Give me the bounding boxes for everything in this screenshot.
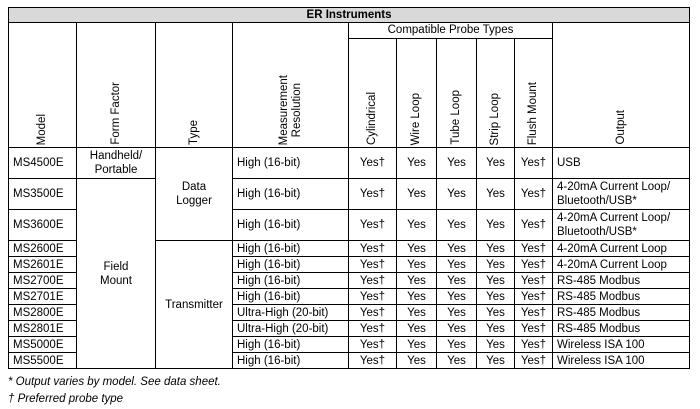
- cell-tube-loop: Yes: [437, 353, 477, 369]
- cell-output: 4-20mA Current Loop/ Bluetooth/USB*: [553, 179, 690, 210]
- cell-form-factor-field: Field Mount: [77, 179, 156, 369]
- cell-flush-mount: Yes†: [515, 337, 553, 353]
- cell-tube-loop: Yes: [437, 179, 477, 210]
- header-cylindrical: Cylindrical: [349, 39, 397, 148]
- cell-cylindrical: Yes†: [349, 148, 397, 179]
- cell-wire-loop: Yes: [397, 257, 437, 273]
- cell-flush-mount: Yes†: [515, 241, 553, 257]
- cell-cylindrical: Yes†: [349, 257, 397, 273]
- header-flush-mount: Flush Mount: [515, 39, 553, 148]
- cell-wire-loop: Yes: [397, 148, 437, 179]
- cell-resolution: High (16-bit): [233, 257, 349, 273]
- cell-flush-mount: Yes†: [515, 289, 553, 305]
- cell-output: Wireless ISA 100: [553, 337, 690, 353]
- cell-strip-loop: Yes: [477, 321, 515, 337]
- cell-strip-loop: Yes: [477, 179, 515, 210]
- cell-model: MS3600E: [9, 210, 77, 241]
- header-form-factor: Form Factor: [77, 23, 156, 148]
- cell-wire-loop: Yes: [397, 289, 437, 305]
- cell-cylindrical: Yes†: [349, 273, 397, 289]
- cell-flush-mount: Yes†: [515, 179, 553, 210]
- cell-resolution: Ultra-High (20-bit): [233, 305, 349, 321]
- cell-flush-mount: Yes†: [515, 305, 553, 321]
- cell-resolution: High (16-bit): [233, 273, 349, 289]
- cell-resolution: High (16-bit): [233, 210, 349, 241]
- cell-cylindrical: Yes†: [349, 289, 397, 305]
- cell-type-data-logger: Data Logger: [156, 148, 233, 241]
- cell-strip-loop: Yes: [477, 337, 515, 353]
- cell-flush-mount: Yes†: [515, 210, 553, 241]
- preferred-probe-footnote: † Preferred probe type: [8, 393, 124, 405]
- cell-output: 4-20mA Current Loop/ Bluetooth/USB*: [553, 210, 690, 241]
- header-compatible-probes: Compatible Probe Types: [349, 23, 553, 39]
- cell-wire-loop: Yes: [397, 241, 437, 257]
- cell-resolution: High (16-bit): [233, 353, 349, 369]
- cell-type-transmitter: Transmitter: [156, 241, 233, 369]
- header-type: Type: [156, 23, 233, 148]
- header-model: Model: [9, 23, 77, 148]
- cell-flush-mount: Yes†: [515, 321, 553, 337]
- cell-flush-mount: Yes†: [515, 273, 553, 289]
- header-wire-loop: Wire Loop: [397, 39, 437, 148]
- cell-wire-loop: Yes: [397, 321, 437, 337]
- header-resolution: Measurement Resolution: [233, 23, 349, 148]
- cell-tube-loop: Yes: [437, 257, 477, 273]
- cell-resolution: High (16-bit): [233, 179, 349, 210]
- cell-model: MS2701E: [9, 289, 77, 305]
- cell-tube-loop: Yes: [437, 241, 477, 257]
- header-strip-loop: Strip Loop: [477, 39, 515, 148]
- cell-model: MS4500E: [9, 148, 77, 179]
- cell-flush-mount: Yes†: [515, 353, 553, 369]
- cell-output: USB: [553, 148, 690, 179]
- table-row: [9, 179, 690, 210]
- cell-model: MS2600E: [9, 241, 77, 257]
- cell-strip-loop: Yes: [477, 305, 515, 321]
- cell-wire-loop: Yes: [397, 337, 437, 353]
- cell-model: MS2601E: [9, 257, 77, 273]
- cell-model: MS5500E: [9, 353, 77, 369]
- cell-wire-loop: Yes: [397, 273, 437, 289]
- cell-cylindrical: Yes†: [349, 321, 397, 337]
- header-tube-loop: Tube Loop: [437, 39, 477, 148]
- cell-wire-loop: Yes: [397, 305, 437, 321]
- cell-output: RS-485 Modbus: [553, 289, 690, 305]
- cell-strip-loop: Yes: [477, 353, 515, 369]
- cell-resolution: High (16-bit): [233, 337, 349, 353]
- cell-resolution: High (16-bit): [233, 289, 349, 305]
- cell-cylindrical: Yes†: [349, 353, 397, 369]
- cell-tube-loop: Yes: [437, 289, 477, 305]
- footnotes: [8, 374, 221, 408]
- cell-cylindrical: Yes†: [349, 179, 397, 210]
- cell-flush-mount: Yes†: [515, 257, 553, 273]
- cell-resolution: High (16-bit): [233, 241, 349, 257]
- cell-form-factor-handheld: Handheld/ Portable: [77, 148, 156, 179]
- cell-output: RS-485 Modbus: [553, 273, 690, 289]
- cell-resolution: High (16-bit): [233, 148, 349, 179]
- cell-output: 4-20mA Current Loop: [553, 241, 690, 257]
- cell-tube-loop: Yes: [437, 321, 477, 337]
- cell-cylindrical: Yes†: [349, 305, 397, 321]
- cell-output: Wireless ISA 100: [553, 353, 690, 369]
- table-row: [9, 148, 690, 179]
- cell-tube-loop: Yes: [437, 337, 477, 353]
- cell-strip-loop: Yes: [477, 273, 515, 289]
- cell-strip-loop: Yes: [477, 241, 515, 257]
- table-title: ER Instruments: [9, 8, 690, 23]
- cell-cylindrical: Yes†: [349, 337, 397, 353]
- cell-flush-mount: Yes†: [515, 148, 553, 179]
- cell-model: MS2801E: [9, 321, 77, 337]
- cell-model: MS2700E: [9, 273, 77, 289]
- cell-resolution: Ultra-High (20-bit): [233, 321, 349, 337]
- cell-strip-loop: Yes: [477, 257, 515, 273]
- cell-tube-loop: Yes: [437, 273, 477, 289]
- cell-wire-loop: Yes: [397, 353, 437, 369]
- cell-wire-loop: Yes: [397, 179, 437, 210]
- output-footnote: * Output varies by model. See data sheet.: [8, 376, 221, 388]
- header-output: Output: [553, 23, 690, 148]
- cell-output: RS-485 Modbus: [553, 321, 690, 337]
- cell-tube-loop: Yes: [437, 305, 477, 321]
- cell-strip-loop: Yes: [477, 289, 515, 305]
- cell-output: RS-485 Modbus: [553, 305, 690, 321]
- cell-model: MS5000E: [9, 337, 77, 353]
- cell-model: MS2800E: [9, 305, 77, 321]
- cell-model: MS3500E: [9, 179, 77, 210]
- cell-tube-loop: Yes: [437, 148, 477, 179]
- cell-cylindrical: Yes†: [349, 241, 397, 257]
- cell-tube-loop: Yes: [437, 210, 477, 241]
- cell-wire-loop: Yes: [397, 210, 437, 241]
- cell-strip-loop: Yes: [477, 148, 515, 179]
- cell-cylindrical: Yes†: [349, 210, 397, 241]
- instruments-table: [8, 7, 690, 369]
- cell-strip-loop: Yes: [477, 210, 515, 241]
- cell-output: 4-20mA Current Loop: [553, 257, 690, 273]
